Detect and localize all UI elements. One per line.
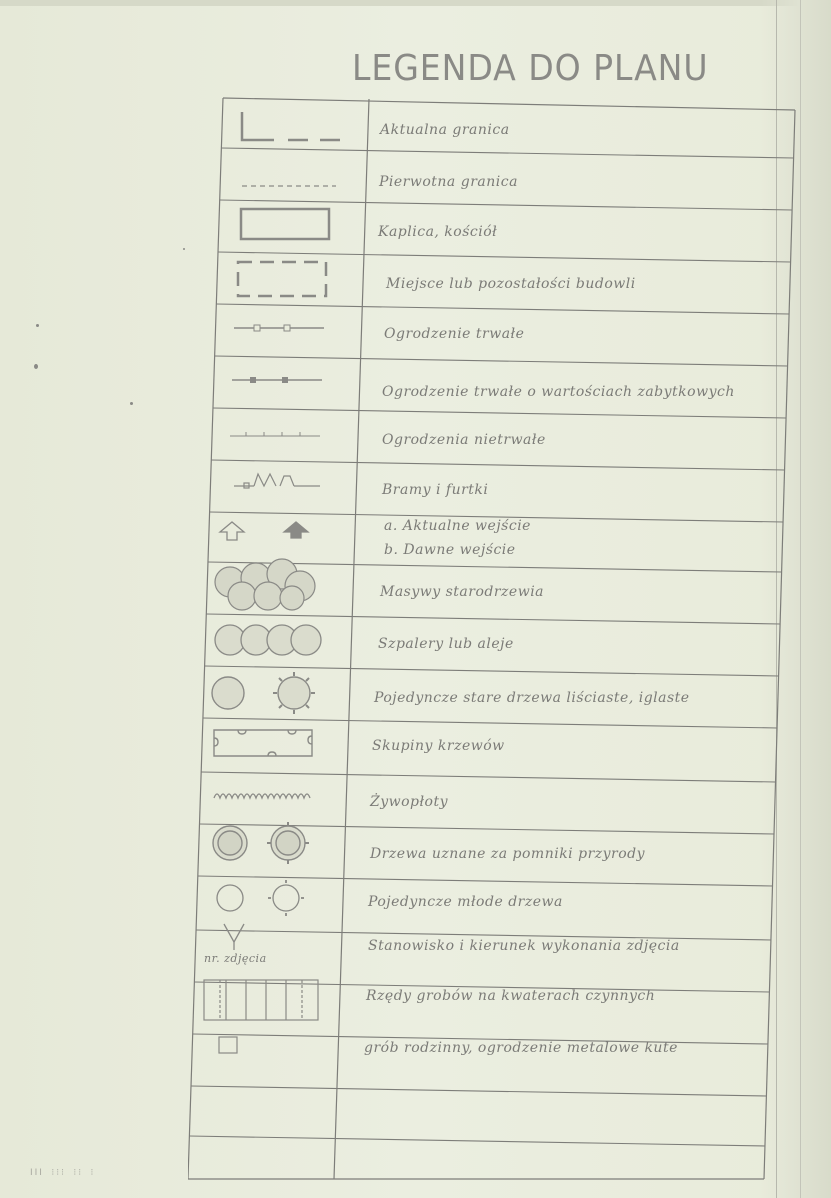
- legend-row-divider: [215, 356, 788, 366]
- legend-label-gates: Bramy i furtki: [382, 482, 489, 498]
- legend-label-chapel: Kaplica, kościół: [378, 224, 498, 240]
- historic-fence-icon: [230, 372, 330, 388]
- legend-label-current-entrance: a. Aktualne wejście: [384, 518, 531, 534]
- gate-icon: [232, 468, 332, 496]
- old-tree-cluster-icon: [208, 558, 328, 620]
- legend-label-former-entrance: b. Dawne wejście: [384, 542, 516, 558]
- family-grave-icon: [216, 1034, 246, 1060]
- solid-boundary-icon: [236, 108, 346, 148]
- paper-speck: [183, 248, 185, 250]
- top-edge: [0, 0, 831, 6]
- ruin-dashed-rectangle-icon: [234, 258, 334, 300]
- legend-label-current-boundary: Aktualna granica: [380, 122, 510, 138]
- grave-rows-icon: [202, 978, 322, 1022]
- tree-row-icon: [208, 622, 328, 658]
- entrance-arrows-icon: [214, 518, 324, 544]
- legend-label-hedges: Żywopłoty: [370, 794, 449, 810]
- single-old-trees-icon: [210, 670, 320, 716]
- legend-label-tree-rows: Szpalery lub aleje: [378, 636, 514, 652]
- legend-label-grave-rows: Rzędy grobów na kwaterach czynnych: [366, 988, 656, 1004]
- legend-label-single-old-trees: Pojedyncze stare drzewa liściaste, iglaste: [374, 690, 690, 706]
- legend-row-divider: [201, 772, 776, 782]
- legend-label-family-grave: grób rodzinny, ogrodzenie metalowe kute: [364, 1040, 678, 1056]
- legend-row-divider: [213, 408, 786, 418]
- legend-table: [188, 96, 800, 1181]
- natural-monument-trees-icon: [210, 820, 320, 866]
- photo-position-icon: [210, 922, 270, 952]
- legend-label-permanent-fence: Ogrodzenie trwałe: [384, 326, 525, 342]
- legend-label-monument-trees: Drzewa uznane za pomniki przyrody: [370, 846, 646, 862]
- legend-row-divider: [216, 304, 789, 314]
- legend-row-divider: [191, 1086, 767, 1096]
- legend-label-photo-position: Stanowisko i kierunek wykonania zdjęcia: [368, 938, 680, 954]
- chapel-rectangle-icon: [238, 206, 334, 242]
- legend-label-historic-fence: Ogrodzenie trwałe o wartościach zabytkowych: [382, 384, 735, 400]
- temporary-fence-icon: [228, 426, 328, 442]
- paper-speck: [36, 324, 39, 327]
- legend-label-building-remains: Miejsce lub pozostałości budowli: [386, 276, 636, 292]
- legend-label-young-trees: Pojedyncze młode drzewa: [368, 894, 563, 910]
- dashed-boundary-icon: [240, 178, 340, 194]
- page-title: LEGENDA DO PLANU: [352, 48, 709, 89]
- photo-number-label: nr. zdjęcia: [204, 952, 267, 965]
- legend-label-original-boundary: Pierwotna granica: [379, 174, 518, 190]
- young-trees-icon: [212, 878, 322, 918]
- legend-row-divider: [221, 148, 793, 158]
- shrub-group-icon: [208, 722, 328, 762]
- legend-label-shrub-groups: Skupiny krzewów: [372, 738, 505, 754]
- legend-label-old-tree-masses: Masywy starodrzewia: [380, 584, 545, 600]
- permanent-fence-icon: [232, 320, 332, 336]
- paper-speck: [34, 364, 38, 369]
- legend-label-temporary-fence: Ogrodzenia nietrwałe: [382, 432, 546, 448]
- legend-row-divider: [189, 1136, 765, 1146]
- hedge-icon: [210, 788, 320, 804]
- page-edge-line: [800, 0, 801, 1198]
- paper-speck: [130, 402, 133, 405]
- page-footnote: ⅠⅠⅠ ⁝⁝⁝ ⁝⁝ ⁝: [30, 1168, 96, 1178]
